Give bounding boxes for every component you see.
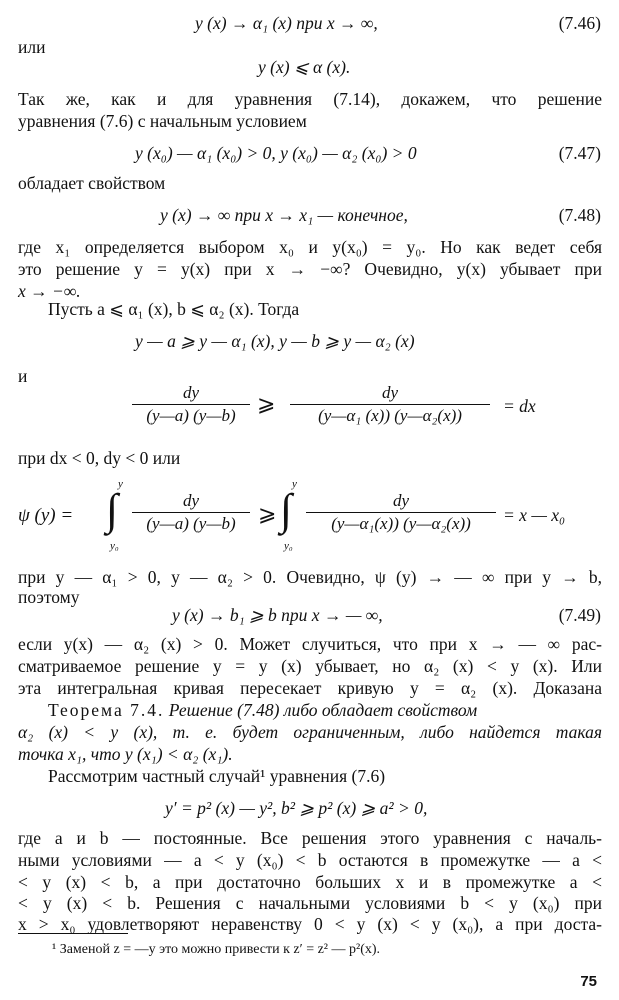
equation-number-7-48: (7.48)	[558, 205, 601, 225]
equation-rhs-x: = x — x₀	[503, 505, 566, 525]
text-line: < y (x) < b, а при достаточно больших x и в промежутке a <	[18, 872, 602, 892]
equation-7-48: y (x) → ∞ при x → x₁ — конечное,	[160, 205, 408, 225]
text-line: поэтому	[18, 587, 80, 607]
equation-number-7-49: (7.49)	[558, 605, 601, 625]
text-line: если y(x) — α₂ (x) > 0. Может случиться, что при x → — ∞ рас-	[18, 634, 602, 654]
fraction-denominator: (y—α₁ (x)) (y—α₂(x))	[290, 404, 490, 427]
fraction-denominator: (y—α₁(x)) (y—α₂(x))	[306, 512, 496, 535]
text-line: ными условиями — a < y (x₀) < b остаются в промежутке — a <	[18, 850, 602, 870]
text-line: это решение y = y(x) при x → −∞? Очевидно, y(x) убывает при	[18, 259, 602, 279]
fraction-denominator: (y—a) (y—b)	[132, 512, 250, 535]
text-line: обладает свойством	[18, 173, 166, 193]
text-line: при dx < 0, dy < 0 или	[18, 448, 181, 468]
text-line: Так же, как и для уравнения (7.14), докажем, что решение	[18, 89, 602, 109]
text-line: Пусть a ⩽ α₁ (x), b ⩽ α₂ (x). Тогда	[48, 299, 300, 319]
equation-rhs-dx: = dx	[503, 396, 536, 416]
text-line: где a и b — постоянные. Все решения этого уравнения с началь-	[18, 828, 602, 848]
integral-lower-limit: y₀	[284, 540, 293, 552]
text-line: и	[18, 366, 28, 386]
footnote: ¹ Заменой z = —y это можно привести к z′ = z² — p²(x).	[52, 942, 381, 957]
equation-y-minus-a: y — a ⩾ y — α₁ (x), y — b ⩾ y — α₂ (x)	[135, 331, 415, 351]
integral-sign: ∫	[280, 485, 293, 534]
text-line: или	[18, 37, 46, 57]
relation-geq: ⩾	[258, 501, 277, 526]
text-line: < y (x) < b. Решения с начальными условиями b < y (x₀) при	[18, 893, 602, 913]
theorem-text: точка x₁, что y (x₁) < α₂ (x₁).	[18, 744, 233, 764]
fraction-numerator: dy	[182, 383, 200, 402]
equation-7-46: y (x) → α₁ (x) при x → ∞,	[195, 13, 378, 33]
fraction-denominator: (y—a) (y—b)	[132, 404, 250, 427]
equation-7-47: y (x₀) — α₁ (x₀) > 0, y (x₀) — α₂ (x₀) > 0	[135, 143, 417, 163]
equation-number-7-47: (7.47)	[558, 143, 601, 163]
text-line: эта интегральная кривая пересекает кривую y = α₂ (x). Доказана	[18, 678, 602, 698]
equation-number-7-46: (7.46)	[558, 13, 601, 33]
fraction-numerator: dy	[182, 491, 200, 510]
text-line: Рассмотрим частный случай¹ уравнения (7.6)	[48, 766, 386, 786]
fraction-dy-alpha	[306, 490, 496, 535]
page-number: 75	[580, 973, 597, 990]
text-line: x → −∞.	[18, 281, 81, 301]
theorem-text: α₂ (x) < y (x), т. е. будет ограниченным, либо найдется такая	[18, 722, 602, 742]
integral-upper-limit: y	[118, 478, 123, 490]
equation-7-49: y (x) → b₁ ⩾ b при x → — ∞,	[172, 605, 383, 625]
fraction-dy-ab	[132, 490, 250, 535]
text-line: уравнения (7.6) с начальным условием	[18, 111, 307, 131]
theorem-line	[48, 699, 602, 721]
text-line: сматриваемое решение y = y (x) убывает, но α₂ (x) < y (x). Или	[18, 656, 602, 676]
relation-geq: ⩾	[257, 391, 276, 416]
integral-upper-limit: y	[292, 478, 297, 490]
fraction-dy-alpha	[290, 382, 490, 427]
theorem-label: Теорема 7.4.	[48, 700, 165, 720]
text-line: при y — α₁ > 0, y — α₂ > 0. Очевидно, ψ (y) → — ∞ при y → b,	[18, 567, 602, 587]
psi-lhs: ψ (y) =	[18, 505, 74, 526]
integral-sign: ∫	[106, 485, 119, 534]
equation-riccati: y′ = p² (x) — y², b² ⩾ p² (x) ⩾ a² > 0,	[165, 798, 428, 818]
fraction-dy-ab	[132, 382, 250, 427]
integral-lower-limit: y₀	[110, 540, 119, 552]
fraction-numerator: dy	[381, 383, 399, 402]
text-line: где x₁ определяется выбором x₀ и y(x₀) = y₀. Но как ведет себя	[18, 237, 602, 257]
footnote-rule	[18, 933, 128, 934]
inequality-y-alpha: y (x) ⩽ α (x).	[258, 57, 351, 77]
theorem-text: Решение (7.48) либо обладает свойством	[168, 700, 478, 720]
fraction-numerator: dy	[392, 491, 410, 510]
text-line: x > x₀ удовлетворяют неравенству 0 < y (x) < y (x₀), а при доста-	[18, 914, 602, 934]
